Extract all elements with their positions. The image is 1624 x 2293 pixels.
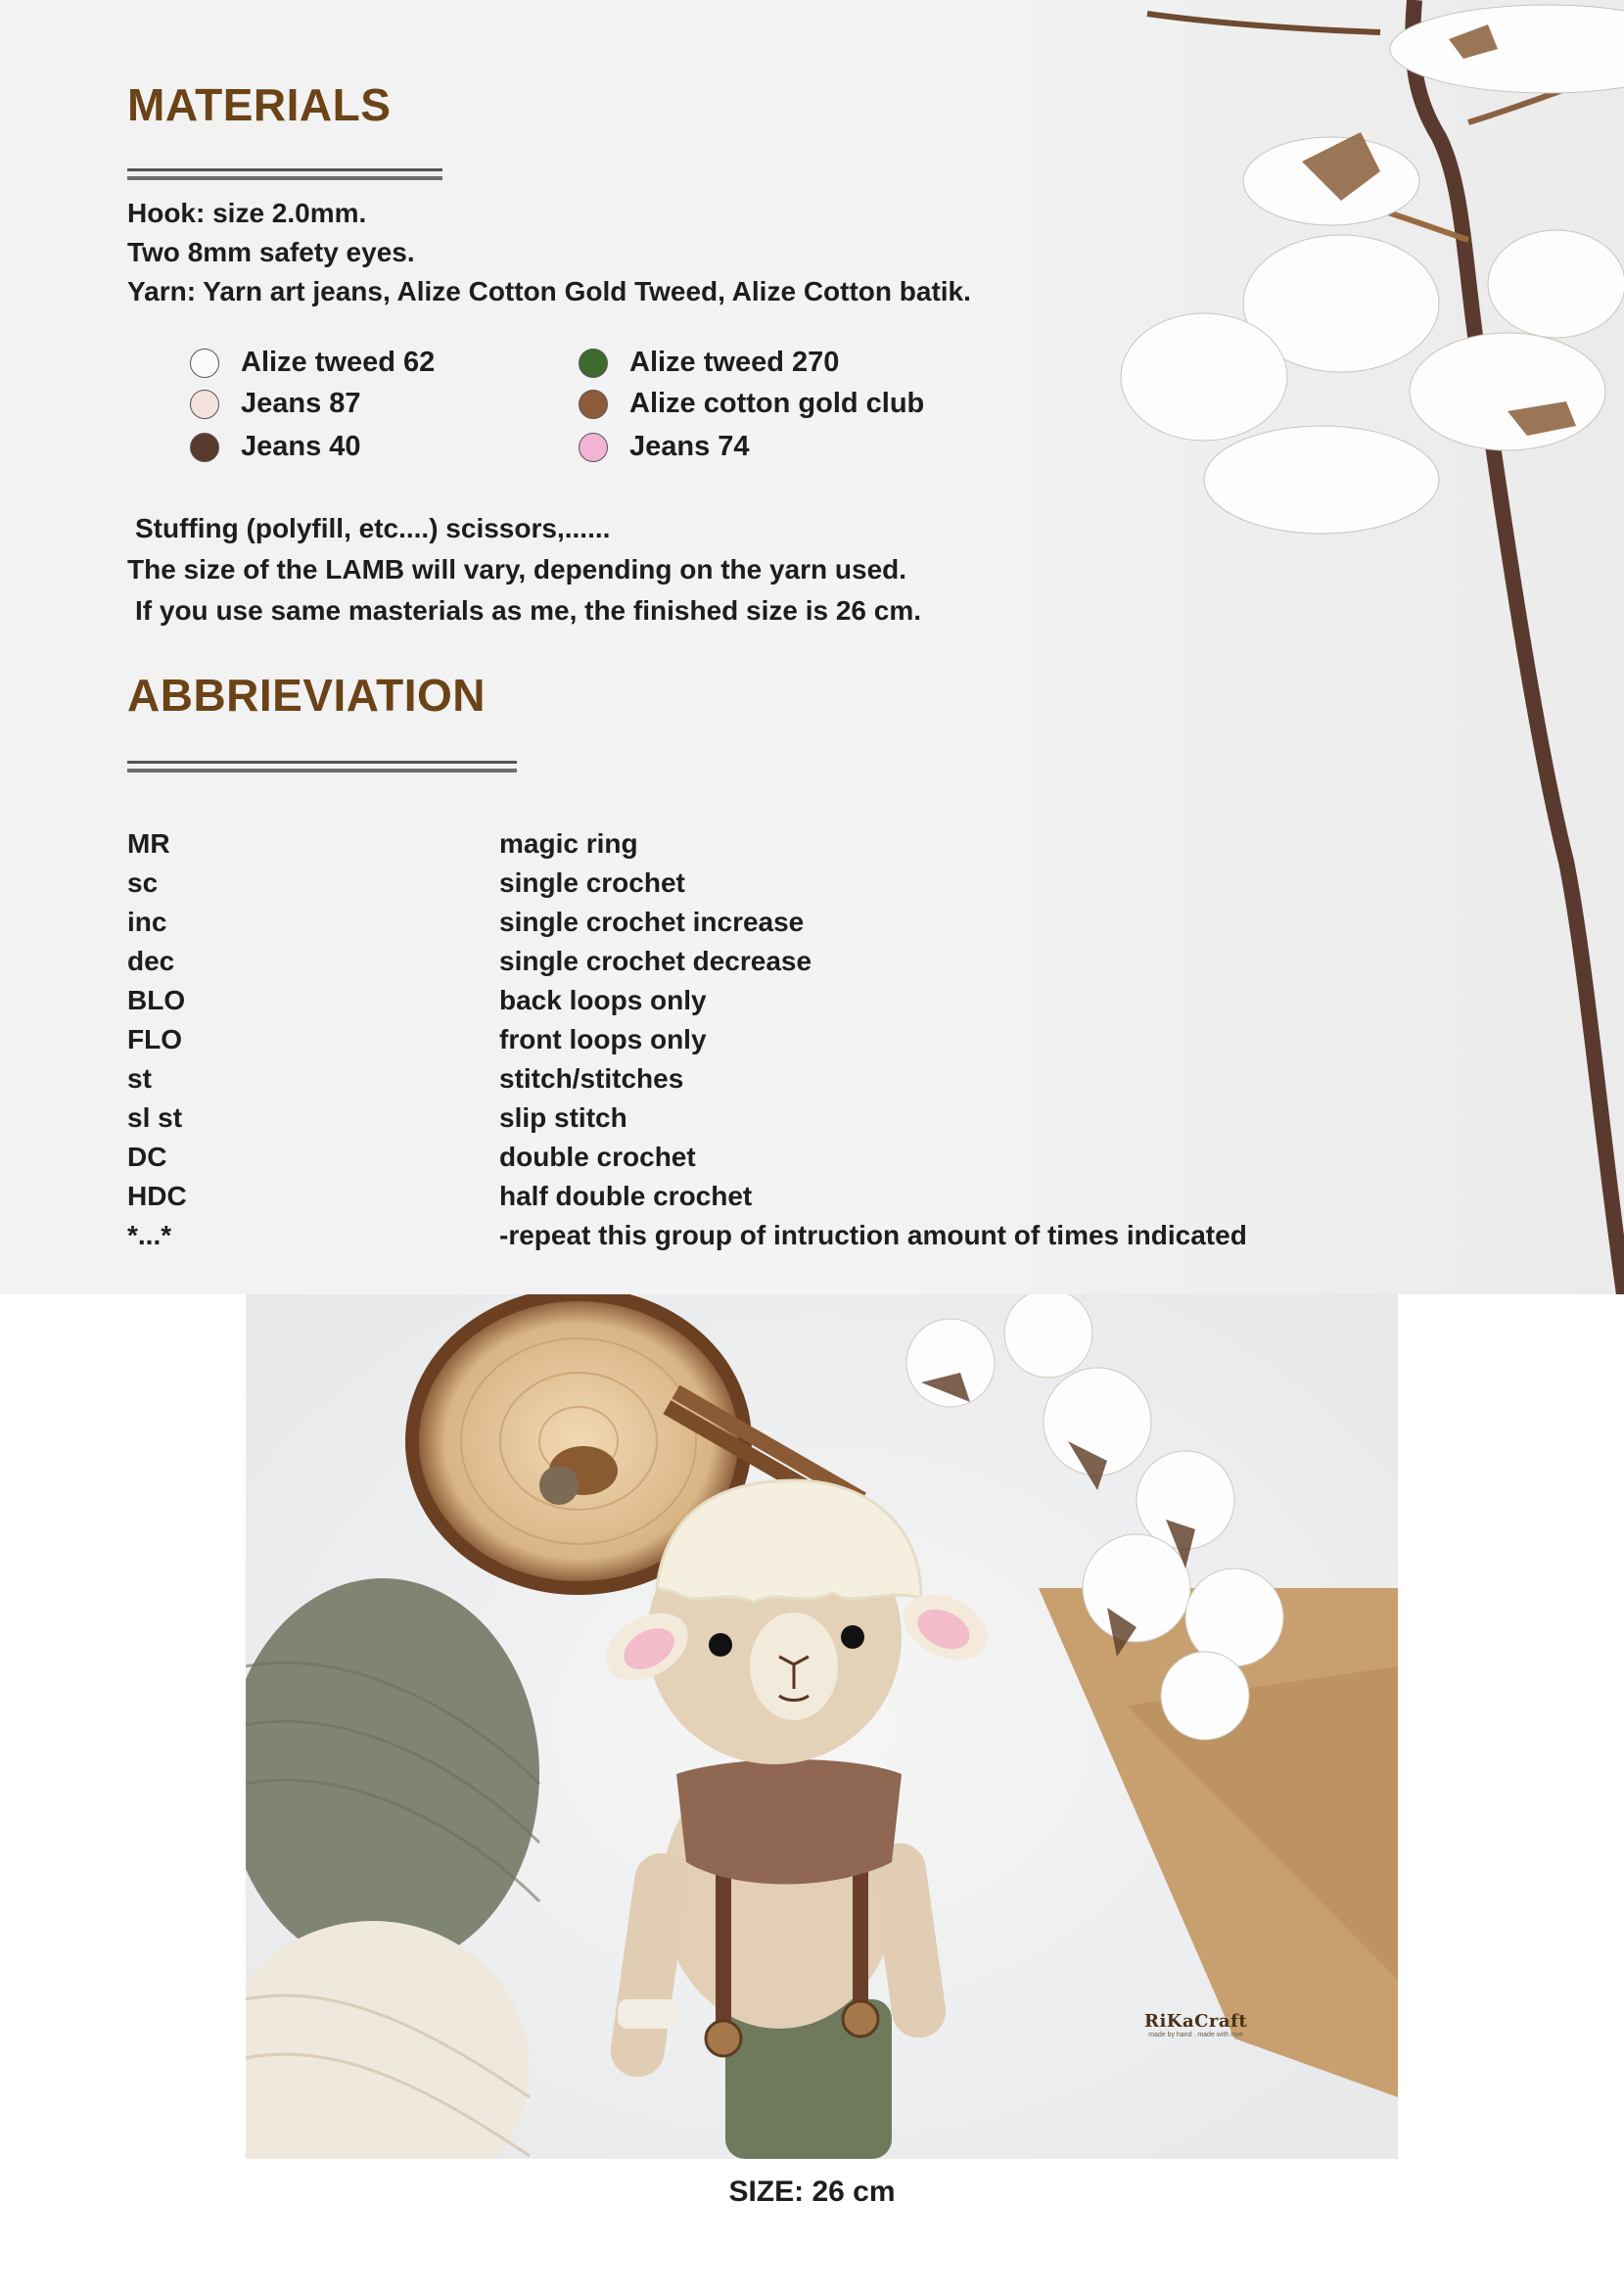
- abbreviation-term: BLO: [127, 985, 186, 1015]
- abbreviation-definition: slip stitch: [499, 1102, 627, 1133]
- color-item: [579, 431, 750, 463]
- abbreviation-definition: double crochet: [499, 1142, 696, 1172]
- color-item: [190, 431, 361, 463]
- color-label: Alize tweed 62: [241, 347, 436, 378]
- abbreviation-definition: front loops only: [499, 1024, 707, 1054]
- abbreviation-term: DC: [127, 1142, 167, 1172]
- color-item: [190, 388, 361, 420]
- abbreviation-term: st: [127, 1063, 152, 1094]
- abbreviation-term: sc: [127, 867, 159, 898]
- color-label: Alize cotton gold club: [629, 388, 925, 419]
- abbreviation-term: FLO: [127, 1024, 182, 1054]
- abbreviation-definition: magic ring: [499, 828, 638, 859]
- color-label: Jeans 74: [629, 431, 750, 462]
- abbreviation-definition: back loops only: [499, 985, 707, 1015]
- logo-name: RiKaCraft: [1144, 2011, 1248, 2032]
- abbreviation-term: HDC: [127, 1181, 187, 1211]
- abbreviation-definition: single crochet decrease: [499, 946, 812, 976]
- color-item: [579, 388, 924, 420]
- abbreviation-definition: half double crochet: [499, 1181, 753, 1211]
- abbreviation-term: dec: [127, 946, 175, 976]
- abbreviation-term: MR: [127, 828, 170, 859]
- abbreviation-definition: single crochet: [499, 867, 685, 898]
- color-swatch-icon: [190, 433, 219, 462]
- logo-tagline: made by hand . made with love: [1148, 2032, 1244, 2038]
- materials-divider: [127, 168, 442, 180]
- abbreviation-definition: -repeat this group of intruction amount of times indicated: [499, 1220, 1247, 1250]
- color-item: [190, 347, 435, 379]
- stuffing-note: Stuffing (polyfill, etc....) scissors,......: [135, 513, 611, 543]
- color-swatch-icon: [190, 390, 219, 419]
- color-label: Alize tweed 270: [629, 347, 840, 378]
- abbreviation-term: *...*: [127, 1220, 172, 1250]
- color-swatch-icon: [579, 433, 608, 462]
- abbreviation-definition: stitch/stitches: [499, 1063, 684, 1094]
- abbreviation-heading: ABBRIEVIATION: [127, 670, 486, 721]
- finished-size-note: If you use same masterials as me, the finished size is 26 cm.: [135, 595, 922, 626]
- color-swatch-icon: [190, 349, 219, 378]
- abbreviation-definition: single crochet increase: [499, 907, 805, 937]
- abbreviation-divider: [127, 761, 517, 772]
- color-label: Jeans 87: [241, 388, 361, 419]
- safety-eyes-text: Two 8mm safety eyes.: [127, 237, 415, 267]
- color-swatch-icon: [579, 349, 608, 378]
- size-vary-note: The size of the LAMB will vary, depending on the yarn used.: [127, 554, 907, 585]
- rikacraft-logo: [1144, 2011, 1247, 2038]
- abbreviation-term: sl st: [127, 1102, 183, 1133]
- yarn-text: Yarn: Yarn art jeans, Alize Cotton Gold Tweed, Alize Cotton batik.: [127, 276, 971, 306]
- materials-heading: MATERIALS: [127, 79, 392, 130]
- lamb-amigurumi-photo: [246, 1294, 1398, 2159]
- color-swatch-icon: [579, 390, 608, 419]
- color-label: Jeans 40: [241, 431, 361, 462]
- size-caption: SIZE: 26 cm: [728, 2176, 896, 2208]
- hook-size-text: Hook: size 2.0mm.: [127, 198, 367, 228]
- cotton-branch-decoration: [1077, 0, 1624, 1294]
- abbreviation-term: inc: [127, 907, 167, 937]
- color-item: [579, 347, 839, 379]
